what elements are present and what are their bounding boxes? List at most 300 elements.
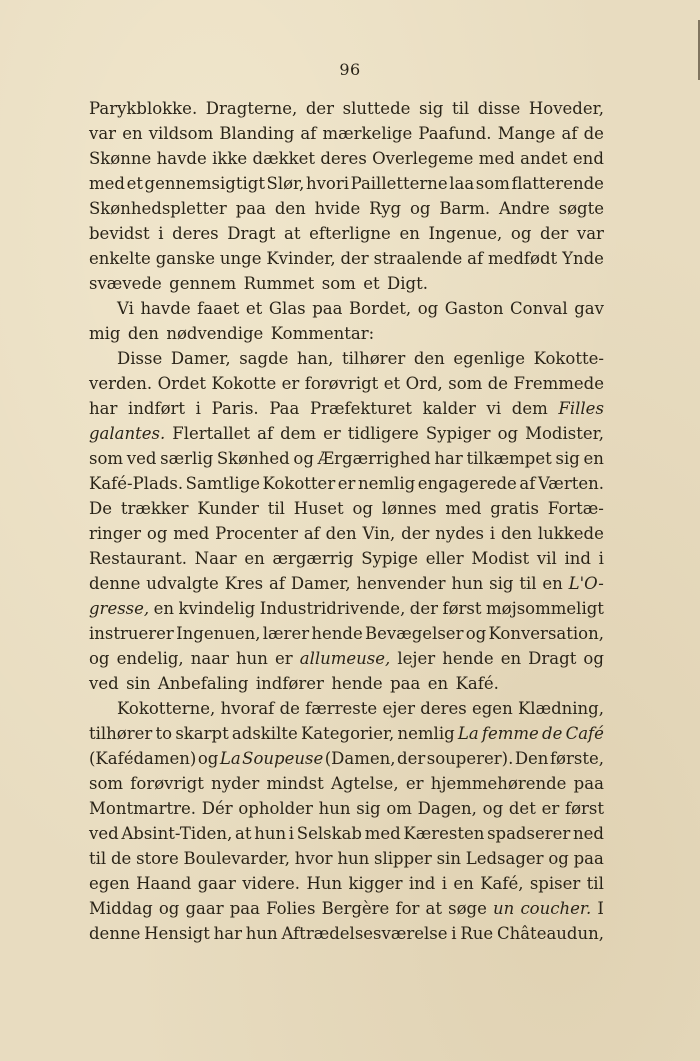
word: som xyxy=(89,449,124,468)
word: disse xyxy=(477,99,521,118)
word: engagerede xyxy=(417,474,517,493)
word: Huset xyxy=(293,499,344,518)
word: verden. xyxy=(89,374,153,393)
word: forøvrigt xyxy=(130,774,204,793)
word: med xyxy=(478,149,515,168)
word: af xyxy=(467,249,484,268)
word: kalder xyxy=(422,399,476,418)
word: søgte xyxy=(558,199,604,218)
text-line xyxy=(89,746,604,771)
word: Andre xyxy=(499,199,550,218)
text-line xyxy=(89,546,604,571)
word: instruerer xyxy=(89,624,174,643)
word: er xyxy=(323,424,341,443)
word: femme xyxy=(481,724,539,743)
word: først xyxy=(564,799,604,818)
word: efterligne xyxy=(309,224,391,243)
word: Dagen, xyxy=(417,799,477,818)
text-line xyxy=(89,871,604,896)
word: ind xyxy=(564,549,591,568)
word: Gaston xyxy=(444,299,504,318)
word: de xyxy=(542,724,563,743)
word: allumeuse, xyxy=(299,649,391,668)
word: og xyxy=(497,424,519,443)
word: udvalgte xyxy=(146,574,219,593)
word: ærgærrig xyxy=(272,549,354,568)
word: med xyxy=(89,174,125,193)
word: Parykblokke. xyxy=(89,99,198,118)
word: og xyxy=(583,649,604,668)
word: Kokotterne, xyxy=(117,699,216,718)
word: gennemsigtigt xyxy=(144,174,265,193)
word: i xyxy=(158,224,164,243)
word: Soupeuse xyxy=(242,749,324,768)
word: La xyxy=(457,724,479,743)
word: Ærgærrighed xyxy=(317,449,431,468)
word: har xyxy=(434,449,463,468)
word: Præfekturet xyxy=(310,399,412,418)
word: som xyxy=(89,774,124,793)
word: Naar xyxy=(194,549,237,568)
word: Dragt xyxy=(227,224,276,243)
word: tilkæmpet xyxy=(466,449,552,468)
word: ved xyxy=(126,449,157,468)
word: Skønhed xyxy=(216,449,290,468)
text-line xyxy=(89,796,604,821)
word: er xyxy=(281,374,300,393)
word: og xyxy=(510,224,532,243)
text-line xyxy=(89,346,604,371)
word: bevidst xyxy=(89,224,150,243)
word: Ryg xyxy=(369,199,402,218)
word: til xyxy=(451,99,470,118)
word: en xyxy=(453,874,474,893)
word: de xyxy=(487,374,509,393)
word: Vi xyxy=(117,299,134,318)
text-line xyxy=(89,621,604,646)
word: Conval xyxy=(510,299,568,318)
word: flatterende xyxy=(511,174,604,193)
text-line xyxy=(89,896,604,921)
text-line xyxy=(89,721,604,746)
text-line xyxy=(89,271,604,296)
text-line xyxy=(89,446,604,471)
word: hun xyxy=(318,799,351,818)
word: (Damen, xyxy=(324,749,396,768)
word: Restaurant. xyxy=(89,549,187,568)
word: Kafé-Plads. xyxy=(89,474,184,493)
word: sig xyxy=(555,449,580,468)
word: gav xyxy=(574,299,604,318)
word: un xyxy=(493,899,515,918)
word: slipper xyxy=(373,849,432,868)
word: eller xyxy=(425,549,464,568)
word: som xyxy=(448,374,483,393)
word: nødvendige xyxy=(166,324,264,343)
word: Sypiger xyxy=(425,424,491,443)
body-text xyxy=(89,96,604,946)
word: De xyxy=(89,499,112,518)
word: som xyxy=(475,174,510,193)
word: den xyxy=(413,349,445,368)
word: paa xyxy=(229,899,260,918)
word: spiser xyxy=(529,874,581,893)
word: nemlig xyxy=(397,724,455,743)
word: opholder xyxy=(238,799,313,818)
word: Modist xyxy=(471,549,530,568)
word: at xyxy=(235,824,252,843)
word: og xyxy=(293,449,314,468)
word: Kres xyxy=(224,574,264,593)
word: Skønne xyxy=(89,149,152,168)
word: laa xyxy=(449,174,475,193)
word: med xyxy=(173,524,210,543)
word: paa xyxy=(312,299,343,318)
text-line xyxy=(89,921,604,946)
word: naar xyxy=(190,649,229,668)
word: de xyxy=(279,699,300,718)
word: Fortæ- xyxy=(547,499,604,518)
word: Paa xyxy=(269,399,300,418)
word: Dragt xyxy=(528,649,577,668)
word: af xyxy=(269,574,285,593)
word: sig xyxy=(489,574,514,593)
word: Boulevarder, xyxy=(183,849,290,868)
text-line xyxy=(89,646,604,671)
word: særlig xyxy=(160,449,214,468)
word: Ynde xyxy=(562,249,604,268)
text-line xyxy=(89,246,604,271)
word: Flertallet xyxy=(172,424,251,443)
word: Ord, xyxy=(405,374,443,393)
word: Dragterne, xyxy=(205,99,298,118)
word: en xyxy=(583,449,604,468)
word: der xyxy=(305,99,335,118)
word: en xyxy=(500,649,522,668)
word: og xyxy=(410,199,431,218)
word: og xyxy=(482,799,504,818)
word: og xyxy=(465,624,487,643)
word: deres xyxy=(172,224,219,243)
word: Skønhedspletter xyxy=(89,199,227,218)
text-line xyxy=(89,671,604,696)
word: hun xyxy=(337,849,370,868)
word: er xyxy=(405,774,424,793)
word: mindst xyxy=(266,774,324,793)
word: Ingenue, xyxy=(428,224,503,243)
word: hun xyxy=(451,574,484,593)
word: gresse, xyxy=(89,599,150,618)
word: trækker xyxy=(120,499,189,518)
word: et xyxy=(383,374,401,393)
word: af xyxy=(257,424,274,443)
text-line xyxy=(89,596,604,621)
word: har xyxy=(213,924,242,943)
word: sig xyxy=(356,799,381,818)
word: det xyxy=(508,799,536,818)
word: paa xyxy=(390,674,421,693)
word: at xyxy=(284,224,301,243)
word: I xyxy=(597,899,604,918)
word: Bergère xyxy=(321,899,390,918)
word: og xyxy=(352,499,373,518)
text-line xyxy=(89,196,604,221)
word: til xyxy=(267,499,285,518)
word: Værten. xyxy=(537,474,604,493)
word: i xyxy=(441,874,448,893)
word: et xyxy=(363,274,380,293)
word: Kokotter xyxy=(262,474,336,493)
word: der xyxy=(340,249,369,268)
text-line xyxy=(89,171,604,196)
word: mig xyxy=(89,324,121,343)
word: ned xyxy=(572,824,604,843)
word: souperer). xyxy=(426,749,514,768)
word: sin xyxy=(436,849,461,868)
word: straalende xyxy=(373,249,463,268)
word: La xyxy=(219,749,241,768)
word: Kokotte xyxy=(211,374,277,393)
word: af xyxy=(300,124,317,143)
word: Kafé. xyxy=(455,674,499,693)
word: en xyxy=(122,124,143,143)
word: lærer xyxy=(262,624,310,643)
word: andet xyxy=(520,149,568,168)
word: færreste xyxy=(305,699,378,718)
word: og xyxy=(146,524,168,543)
word: Café xyxy=(565,724,604,743)
word: medfødt xyxy=(487,249,558,268)
text-line xyxy=(89,521,604,546)
word: med xyxy=(445,499,482,518)
word: den xyxy=(274,199,306,218)
word: at xyxy=(425,899,443,918)
word: og xyxy=(158,899,180,918)
text-line xyxy=(89,846,604,871)
word: vil xyxy=(536,549,557,568)
word: denne xyxy=(89,574,141,593)
text-line xyxy=(89,96,604,121)
word: Rummet xyxy=(243,274,315,293)
word: en xyxy=(427,674,449,693)
word: ind xyxy=(408,874,436,893)
word: hvoraf xyxy=(220,699,275,718)
word: den xyxy=(501,524,533,543)
word: paa xyxy=(573,849,604,868)
word: Hoveder, xyxy=(528,99,604,118)
word: de xyxy=(583,124,604,143)
word: er xyxy=(541,799,560,818)
word: dem xyxy=(280,424,317,443)
text-line xyxy=(89,571,604,596)
word: Overlegeme xyxy=(372,149,474,168)
word: hvori xyxy=(305,174,349,193)
word: Kategorier, xyxy=(300,724,395,743)
text-line xyxy=(89,496,604,521)
word: til xyxy=(519,574,537,593)
word: Selskab xyxy=(296,824,362,843)
word: Agtelse, xyxy=(330,774,399,793)
word: Damer, xyxy=(170,349,231,368)
word: Industridrivende, xyxy=(259,599,406,618)
word: Kafé, xyxy=(480,874,524,893)
word: i xyxy=(288,824,295,843)
word: egen xyxy=(89,874,130,893)
word: nemlig xyxy=(358,474,416,493)
word: enkelte xyxy=(89,249,151,268)
word: i xyxy=(451,924,457,943)
word: egenlige xyxy=(453,349,525,368)
word: en xyxy=(153,599,175,618)
word: han, xyxy=(297,349,334,368)
word: indført xyxy=(128,399,186,418)
word: Samtlige xyxy=(185,474,260,493)
word: Sypige xyxy=(361,549,419,568)
word: Glas xyxy=(268,299,306,318)
word: dem xyxy=(511,399,548,418)
text-line xyxy=(89,146,604,171)
word: der xyxy=(401,524,430,543)
word: vildsom xyxy=(148,124,214,143)
text-line xyxy=(89,321,604,346)
text-line xyxy=(89,471,604,496)
word: sig xyxy=(419,99,444,118)
word: Kokotte- xyxy=(533,349,604,368)
word: Haand xyxy=(136,874,192,893)
word: Dér xyxy=(201,799,233,818)
word: er xyxy=(275,649,293,668)
text-line xyxy=(89,696,604,721)
word: i xyxy=(195,399,201,418)
word: faaet xyxy=(197,299,240,318)
page-number: 96 xyxy=(339,60,361,79)
word: Rue xyxy=(460,924,494,943)
word: var xyxy=(89,124,117,143)
word: gaar xyxy=(197,874,236,893)
word: hvor xyxy=(294,849,333,868)
word: og xyxy=(417,299,439,318)
word: tilhører xyxy=(341,349,406,368)
word: Mange xyxy=(497,124,556,143)
word: hvide xyxy=(314,199,361,218)
word: to xyxy=(155,724,173,743)
word: ved xyxy=(89,674,119,693)
word: coucher. xyxy=(520,899,592,918)
word: en xyxy=(542,574,563,593)
word: Kvinder, xyxy=(266,249,336,268)
word: hende xyxy=(331,674,383,693)
word: Fremmede xyxy=(513,374,604,393)
word: ejer xyxy=(382,699,415,718)
word: Vin, xyxy=(362,524,396,543)
word: de xyxy=(110,849,132,868)
word: en xyxy=(399,224,420,243)
word: til xyxy=(89,849,107,868)
word: Kunder xyxy=(197,499,259,518)
word: paa xyxy=(235,199,266,218)
word: deres xyxy=(320,149,367,168)
word: et xyxy=(126,174,143,193)
text-line xyxy=(89,121,604,146)
text-line xyxy=(89,221,604,246)
word: L'O- xyxy=(568,574,604,593)
word: Hensigt xyxy=(144,924,210,943)
word: ringer xyxy=(89,524,142,543)
word: af xyxy=(561,124,578,143)
word: Konversation, xyxy=(488,624,604,643)
word: Den xyxy=(514,749,549,768)
word: der xyxy=(397,749,426,768)
word: som xyxy=(321,274,356,293)
word: Aftrædelsesværelse xyxy=(281,924,448,943)
word: møjsommeligt xyxy=(486,599,604,618)
word: sin xyxy=(126,674,151,693)
word: gratis xyxy=(490,499,539,518)
word: den xyxy=(325,524,357,543)
word: er xyxy=(337,474,356,493)
word: Slør, xyxy=(266,174,305,193)
word: med xyxy=(364,824,401,843)
word: endelig, xyxy=(116,649,184,668)
word: svævede xyxy=(89,274,162,293)
word: om xyxy=(386,799,412,818)
word: galantes. xyxy=(89,424,166,443)
word: Kæresten xyxy=(403,824,485,843)
text-line xyxy=(89,771,604,796)
word: var xyxy=(576,224,604,243)
word: forøvrigt xyxy=(304,374,379,393)
word: sluttede xyxy=(342,99,411,118)
text-line xyxy=(89,421,604,446)
word: Procenter xyxy=(215,524,298,543)
word: tilhører xyxy=(89,724,153,743)
word: Ledsager xyxy=(465,849,544,868)
word: Ordet xyxy=(157,374,206,393)
word: ved xyxy=(89,824,119,843)
word: hun xyxy=(254,824,287,843)
word: hjemmehørende xyxy=(430,774,567,793)
word: første, xyxy=(549,749,604,768)
word: søge xyxy=(448,899,487,918)
word: Montmartre. xyxy=(89,799,196,818)
word: end xyxy=(572,149,604,168)
word: og xyxy=(197,749,219,768)
word: hun xyxy=(236,649,268,668)
word: Filles xyxy=(558,399,604,418)
word: nydes xyxy=(435,524,485,543)
word: lønnes xyxy=(381,499,437,518)
text-line xyxy=(89,371,604,396)
word: egen xyxy=(471,699,513,718)
word: ganske xyxy=(155,249,215,268)
word: den xyxy=(127,324,159,343)
word: deres xyxy=(420,699,467,718)
word: paa xyxy=(573,774,604,793)
word: Bordet, xyxy=(349,299,412,318)
word: og xyxy=(89,649,110,668)
word: kigger xyxy=(348,874,403,893)
word: til xyxy=(586,874,604,893)
word: et xyxy=(245,299,263,318)
word: først xyxy=(442,599,482,618)
word: havde xyxy=(156,149,207,168)
word: tidligere xyxy=(347,424,419,443)
word: Châteaudun, xyxy=(496,924,604,943)
word: i xyxy=(598,549,604,568)
word: denne xyxy=(89,924,141,943)
word: Paafund. xyxy=(418,124,492,143)
word: lukkede xyxy=(537,524,604,543)
